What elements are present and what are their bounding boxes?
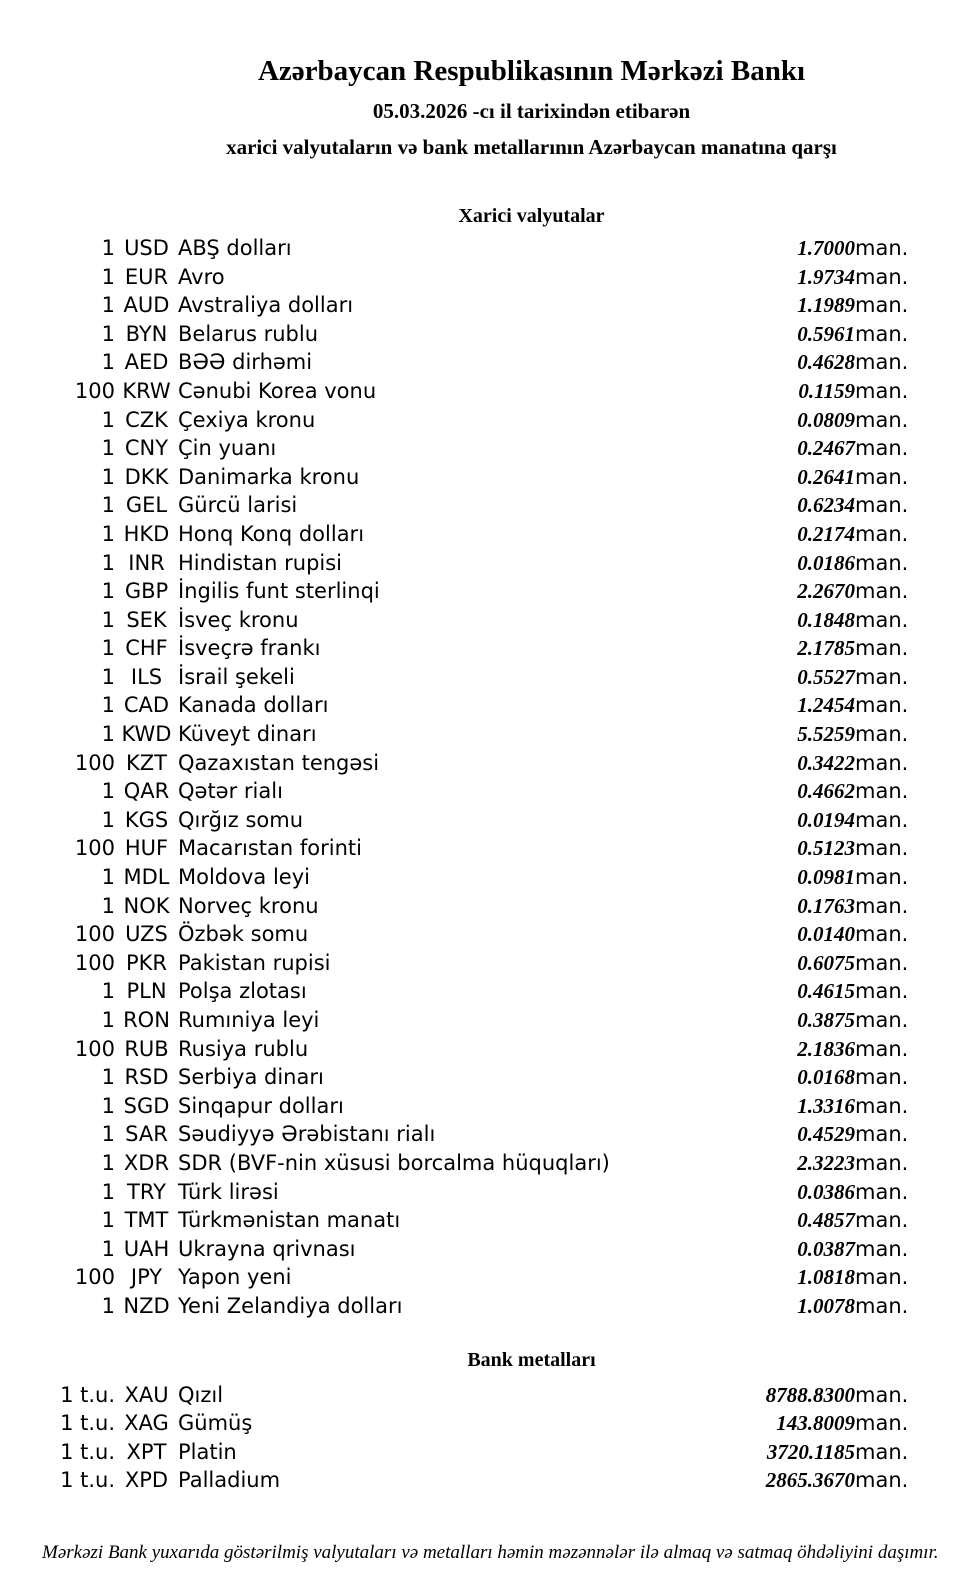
rate-row — [40, 463, 930, 492]
rate-row — [40, 377, 930, 406]
rate-value-cell: 1.2454 — [797, 693, 855, 718]
currency-name-cell: Serbiya dinarı — [178, 1065, 324, 1090]
currency-name-cell: Türk lirəsi — [178, 1179, 279, 1204]
rate-row — [40, 978, 930, 1007]
currency-name-cell: Kanada dolları — [178, 693, 329, 718]
quantity-cell: 1 — [101, 1208, 115, 1233]
rate-row — [40, 1149, 930, 1178]
rate-row — [40, 434, 930, 463]
currency-name-cell: Polşa zlotası — [178, 979, 307, 1004]
unit-label-cell: man. — [855, 264, 909, 289]
unit-label-cell: man. — [855, 836, 909, 861]
quantity-cell: 1 — [101, 235, 115, 260]
currency-code-cell: CNY — [124, 436, 169, 461]
rate-value-cell: 0.1848 — [797, 607, 855, 632]
currency-name-cell: Cənubi Korea vonu — [178, 378, 377, 403]
unit-label-cell: man. — [855, 722, 909, 747]
currency-code-cell: CZK — [125, 407, 168, 432]
rate-value-cell: 0.4615 — [797, 979, 855, 1004]
currency-code-cell: ILS — [130, 664, 163, 689]
currency-code-cell: UAH — [123, 1236, 170, 1261]
rate-value-cell: 2.1785 — [797, 636, 855, 661]
rate-row — [40, 1206, 930, 1235]
unit-label-cell: man. — [855, 464, 909, 489]
rate-row — [40, 577, 930, 606]
rate-value-cell: 3720.1185 — [766, 1439, 855, 1464]
rate-value-cell: 0.1763 — [797, 893, 855, 918]
unit-label-cell: man. — [855, 636, 909, 661]
unit-label-cell: man. — [855, 950, 909, 975]
currency-name-cell: Hindistan rupisi — [178, 550, 343, 575]
currency-code-cell: GBP — [124, 579, 169, 604]
unit-label-cell: man. — [855, 1411, 909, 1436]
unit-label-cell: man. — [855, 321, 909, 346]
quantity-cell: 1 — [101, 1008, 115, 1032]
rate-value-cell: 0.4857 — [797, 1208, 855, 1233]
currency-code-cell: RON — [123, 1008, 170, 1032]
unit-label-cell: man. — [855, 1065, 909, 1090]
currency-code-cell: AUD — [123, 293, 170, 318]
rate-row — [40, 1063, 930, 1092]
currency-code-cell: KGS — [124, 807, 169, 832]
currency-name-cell: İngilis funt sterlinqi — [178, 579, 380, 604]
quantity-cell: 1 t.u. — [60, 1382, 115, 1407]
currency-code-cell: AED — [124, 350, 169, 375]
currency-name-cell: Ukrayna qrivnası — [178, 1236, 356, 1261]
unit-label-cell: man. — [855, 1179, 909, 1204]
rate-value-cell: 0.0981 — [797, 865, 855, 890]
quantity-cell: 1 — [101, 693, 115, 718]
unit-label-cell: man. — [855, 521, 909, 546]
rate-row — [40, 749, 930, 778]
quantity-cell: 1 — [101, 636, 115, 661]
currency-code-cell: NZD — [123, 1293, 170, 1318]
rate-row — [40, 1092, 930, 1121]
unit-label-cell: man. — [855, 493, 909, 518]
quantity-cell: 100 — [74, 1036, 115, 1061]
quantity-cell: 1 — [101, 779, 115, 804]
currency-name-cell: Sinqapur dolları — [178, 1093, 344, 1118]
unit-label-cell: man. — [855, 779, 909, 804]
rate-value-cell: 0.0194 — [797, 807, 855, 832]
unit-label-cell: man. — [855, 1468, 909, 1493]
quantity-cell: 1 — [101, 979, 115, 1004]
currency-name-cell: Norveç kronu — [178, 893, 319, 918]
rate-value-cell: 0.5527 — [797, 664, 855, 689]
currency-code-cell: PKR — [125, 950, 168, 975]
currency-code-cell: HUF — [124, 836, 169, 861]
currency-name-cell: Qazaxıstan tengəsi — [178, 750, 380, 775]
quantity-cell: 1 — [101, 1236, 115, 1261]
currency-code-cell: EUR — [124, 264, 169, 289]
rate-value-cell: 2.2670 — [797, 579, 855, 604]
rate-row — [40, 520, 930, 549]
unit-label-cell: man. — [855, 1008, 909, 1032]
quantity-cell: 1 — [101, 807, 115, 832]
quantity-cell: 1 t.u. — [60, 1411, 115, 1436]
currency-name-cell: SDR (BVF-nin xüsusi borcalma hüquqları) — [178, 1150, 610, 1175]
currency-code-cell: XAU — [124, 1382, 169, 1407]
unit-label-cell: man. — [855, 1439, 909, 1464]
currency-code-cell: SGD — [123, 1093, 170, 1118]
rate-value-cell: 0.2174 — [797, 521, 855, 546]
rate-value-cell: 0.2467 — [797, 436, 855, 461]
currency-name-cell: Rumıniya leyi — [178, 1008, 320, 1032]
quantity-cell: 100 — [74, 378, 115, 403]
currency-code-cell: RSD — [124, 1065, 169, 1090]
quantity-cell: 1 — [101, 293, 115, 318]
currency-name-cell: İsveç kronu — [178, 607, 299, 632]
quantity-cell: 1 — [101, 1179, 115, 1204]
rate-row — [40, 663, 930, 692]
rate-row — [40, 1178, 930, 1207]
currency-name-cell: Danimarka kronu — [178, 464, 360, 489]
quantity-cell: 1 t.u. — [60, 1468, 115, 1493]
rate-row — [40, 234, 930, 263]
rate-value-cell: 1.3316 — [797, 1093, 855, 1118]
quantity-cell: 100 — [74, 750, 115, 775]
currency-name-cell: Küveyt dinarı — [178, 722, 317, 747]
currency-code-cell: XPD — [124, 1468, 169, 1493]
rate-value-cell: 0.4628 — [797, 350, 855, 375]
quantity-cell: 1 — [101, 722, 115, 747]
unit-label-cell: man. — [855, 350, 909, 375]
currency-code-cell: JPY — [130, 1265, 163, 1290]
currency-code-cell: TRY — [127, 1179, 166, 1204]
rate-row — [40, 806, 930, 835]
unit-label-cell: man. — [855, 1382, 909, 1407]
unit-label-cell: man. — [855, 893, 909, 918]
unit-label-cell: man. — [855, 1150, 909, 1175]
rate-row — [40, 1121, 930, 1150]
rate-row — [40, 835, 930, 864]
rate-value-cell: 0.0386 — [797, 1179, 855, 1204]
unit-label-cell: man. — [855, 1265, 909, 1290]
unit-label-cell: man. — [855, 865, 909, 890]
quantity-cell: 1 — [101, 1150, 115, 1175]
rate-value-cell: 0.0168 — [797, 1065, 855, 1090]
quantity-cell: 100 — [74, 1265, 115, 1290]
unit-label-cell: man. — [855, 693, 909, 718]
quantity-cell: 100 — [74, 836, 115, 861]
rate-value-cell: 0.3422 — [797, 750, 855, 775]
quantity-cell: 1 — [101, 464, 115, 489]
currency-name-cell: Rusiya rublu — [178, 1036, 309, 1061]
metal-rates-table — [40, 1381, 930, 1495]
currency-code-cell: KWD — [121, 722, 172, 747]
rate-row — [40, 349, 930, 378]
rate-row — [40, 863, 930, 892]
page-subtitle: xarici valyutaların və bank metallarının Azərbaycan manatına qarşı — [226, 134, 837, 159]
unit-label-cell: man. — [855, 293, 909, 318]
unit-label-cell: man. — [855, 378, 909, 403]
unit-label-cell: man. — [855, 407, 909, 432]
currency-code-cell: MDL — [123, 865, 170, 890]
currency-code-cell: UZS — [125, 922, 168, 947]
rate-value-cell: 1.9734 — [797, 264, 855, 289]
currency-name-cell: Palladium — [178, 1468, 281, 1493]
currency-code-cell: QAR — [123, 779, 170, 804]
unit-label-cell: man. — [855, 235, 909, 260]
quantity-cell: 1 — [101, 436, 115, 461]
quantity-cell: 1 — [101, 321, 115, 346]
unit-label-cell: man. — [855, 1036, 909, 1061]
rate-value-cell: 0.2641 — [797, 464, 855, 489]
currency-code-cell: KRW — [122, 378, 171, 403]
rate-row — [40, 1467, 930, 1496]
effective-date-line: 05.03.2026 -cı il tarixindən etibarən — [372, 98, 691, 123]
currency-code-cell: SEK — [126, 607, 167, 632]
currency-name-cell: İsveçrə frankı — [178, 636, 321, 661]
unit-label-cell: man. — [855, 922, 909, 947]
rate-value-cell: 0.0140 — [797, 922, 855, 947]
currency-code-cell: GEL — [125, 493, 168, 518]
rate-value-cell: 0.6075 — [797, 950, 855, 975]
quantity-cell: 100 — [74, 922, 115, 947]
unit-label-cell: man. — [855, 579, 909, 604]
rate-row — [40, 1292, 930, 1321]
rate-value-cell: 0.0387 — [797, 1236, 855, 1261]
rate-value-cell: 0.5123 — [797, 836, 855, 861]
quantity-cell: 1 — [101, 579, 115, 604]
currency-name-cell: Qızıl — [178, 1382, 224, 1407]
currency-name-cell: Səudiyyə Ərəbistanı rialı — [178, 1122, 436, 1147]
rate-row — [40, 1264, 930, 1293]
page-title: Azərbaycan Respublikasının Mərkəzi Bankı — [257, 55, 806, 87]
rate-value-cell: 1.0818 — [797, 1265, 855, 1290]
quantity-cell: 1 — [101, 1093, 115, 1118]
rate-value-cell: 0.0809 — [797, 407, 855, 432]
rate-row — [40, 263, 930, 292]
rate-value-cell: 0.4662 — [797, 779, 855, 804]
currency-name-cell: Macarıstan forinti — [178, 836, 362, 861]
rate-row — [40, 1438, 930, 1467]
rate-value-cell: 0.1159 — [798, 378, 855, 403]
quantity-cell: 1 — [101, 264, 115, 289]
rate-value-cell: 1.0078 — [797, 1293, 855, 1318]
disclaimer-text: Mərkəzi Bank yuxarıda göstərilmiş valyutaları və metalları həmin məzənnələr ilə almaq və satmaq öhdəliyini daşımır. — [42, 1542, 939, 1564]
rate-row — [40, 777, 930, 806]
rate-value-cell: 143.8009 — [776, 1411, 855, 1436]
unit-label-cell: man. — [855, 979, 909, 1004]
currency-code-cell: CAD — [123, 693, 170, 718]
unit-label-cell: man. — [855, 607, 909, 632]
unit-label-cell: man. — [855, 1093, 909, 1118]
currency-name-cell: BƏƏ dirhəmi — [178, 350, 313, 375]
quantity-cell: 1 — [101, 407, 115, 432]
currency-name-cell: Türkmənistan manatı — [178, 1208, 401, 1233]
rate-value-cell: 5.5259 — [797, 722, 855, 747]
currency-code-cell: USD — [124, 235, 169, 260]
rate-row — [40, 606, 930, 635]
rate-value-cell: 2.1836 — [797, 1036, 855, 1061]
currency-name-cell: Qırğız somu — [178, 807, 304, 832]
currency-name-cell: ABŞ dolları — [178, 235, 292, 260]
currency-name-cell: Gürcü larisi — [178, 493, 298, 518]
unit-label-cell: man. — [855, 550, 909, 575]
rate-row — [40, 320, 930, 349]
currency-name-cell: Belarus rublu — [178, 321, 319, 346]
rate-value-cell: 0.4529 — [797, 1122, 855, 1147]
rate-row — [40, 291, 930, 320]
section-title-bank-metals: Bank metalları — [467, 1348, 596, 1371]
currency-code-cell: PLN — [126, 979, 167, 1004]
currency-rates-table — [40, 234, 930, 1321]
unit-label-cell: man. — [855, 807, 909, 832]
rate-value-cell: 0.3875 — [797, 1008, 855, 1032]
rate-value-cell: 0.6234 — [797, 493, 855, 518]
quantity-cell: 1 — [101, 350, 115, 375]
quantity-cell: 1 — [101, 1065, 115, 1090]
currency-code-cell: XPT — [126, 1439, 167, 1464]
quantity-cell: 1 — [101, 893, 115, 918]
currency-code-cell: BYN — [125, 321, 168, 346]
rate-row — [40, 1235, 930, 1264]
rate-value-cell: 0.0186 — [797, 550, 855, 575]
currency-code-cell: XAG — [124, 1411, 169, 1436]
currency-code-cell: CHF — [125, 636, 168, 661]
rate-row — [40, 492, 930, 521]
rate-value-cell: 2865.3670 — [765, 1468, 855, 1493]
quantity-cell: 1 — [101, 664, 115, 689]
currency-name-cell: Gümüş — [178, 1411, 253, 1436]
rate-row — [40, 1035, 930, 1064]
quantity-cell: 1 — [101, 865, 115, 890]
unit-label-cell: man. — [855, 1236, 909, 1261]
rate-value-cell: 1.7000 — [797, 235, 855, 260]
currency-code-cell: RUB — [124, 1036, 169, 1061]
currency-name-cell: Çexiya kronu — [178, 407, 316, 432]
rate-row — [40, 1006, 930, 1035]
currency-name-cell: Avstraliya dolları — [178, 293, 354, 318]
quantity-cell: 1 — [101, 1293, 115, 1318]
quantity-cell: 1 — [101, 493, 115, 518]
rate-value-cell: 0.5961 — [797, 321, 855, 346]
currency-name-cell: Honq Konq dolları — [178, 521, 365, 546]
unit-label-cell: man. — [855, 1293, 909, 1318]
currency-name-cell: İsrail şekeli — [178, 664, 295, 689]
currency-code-cell: XDR — [123, 1150, 170, 1175]
currency-name-cell: Yeni Zelandiya dolları — [178, 1293, 403, 1318]
unit-label-cell: man. — [855, 750, 909, 775]
currency-name-cell: Qətər rialı — [178, 779, 283, 804]
rate-row — [40, 1381, 930, 1410]
rate-row — [40, 406, 930, 435]
rate-value-cell: 2.3223 — [797, 1150, 855, 1175]
currency-code-cell: HKD — [123, 521, 170, 546]
currency-code-cell: SAR — [125, 1122, 168, 1147]
unit-label-cell: man. — [855, 1208, 909, 1233]
rate-row — [40, 949, 930, 978]
currency-code-cell: TMT — [124, 1208, 169, 1233]
currency-name-cell: Avro — [178, 264, 225, 289]
rate-value-cell: 8788.8300 — [765, 1382, 855, 1407]
unit-label-cell: man. — [855, 1122, 909, 1147]
rate-row — [40, 549, 930, 578]
quantity-cell: 1 — [101, 521, 115, 546]
currency-name-cell: Moldova leyi — [178, 865, 310, 890]
unit-label-cell: man. — [855, 664, 909, 689]
rate-value-cell: 1.1989 — [797, 293, 855, 318]
section-title-foreign-currencies: Xarici valyutalar — [458, 205, 605, 228]
rate-row — [40, 1409, 930, 1438]
quantity-cell: 1 t.u. — [60, 1439, 115, 1464]
rate-row — [40, 892, 930, 921]
currency-code-cell: INR — [128, 550, 165, 575]
currency-name-cell: Yapon yeni — [178, 1265, 292, 1290]
quantity-cell: 1 — [101, 607, 115, 632]
currency-name-cell: Pakistan rupisi — [178, 950, 331, 975]
currency-code-cell: DKK — [124, 464, 169, 489]
currency-code-cell: KZT — [126, 750, 167, 775]
currency-code-cell: NOK — [123, 893, 170, 918]
currency-name-cell: Platin — [178, 1439, 237, 1464]
rate-row — [40, 720, 930, 749]
unit-label-cell: man. — [855, 436, 909, 461]
quantity-cell: 1 — [101, 550, 115, 575]
currency-name-cell: Çin yuanı — [178, 436, 277, 461]
rate-row — [40, 692, 930, 721]
quantity-cell: 100 — [74, 950, 115, 975]
currency-name-cell: Özbək somu — [178, 922, 309, 947]
rate-row — [40, 634, 930, 663]
rate-row — [40, 920, 930, 949]
quantity-cell: 1 — [101, 1122, 115, 1147]
